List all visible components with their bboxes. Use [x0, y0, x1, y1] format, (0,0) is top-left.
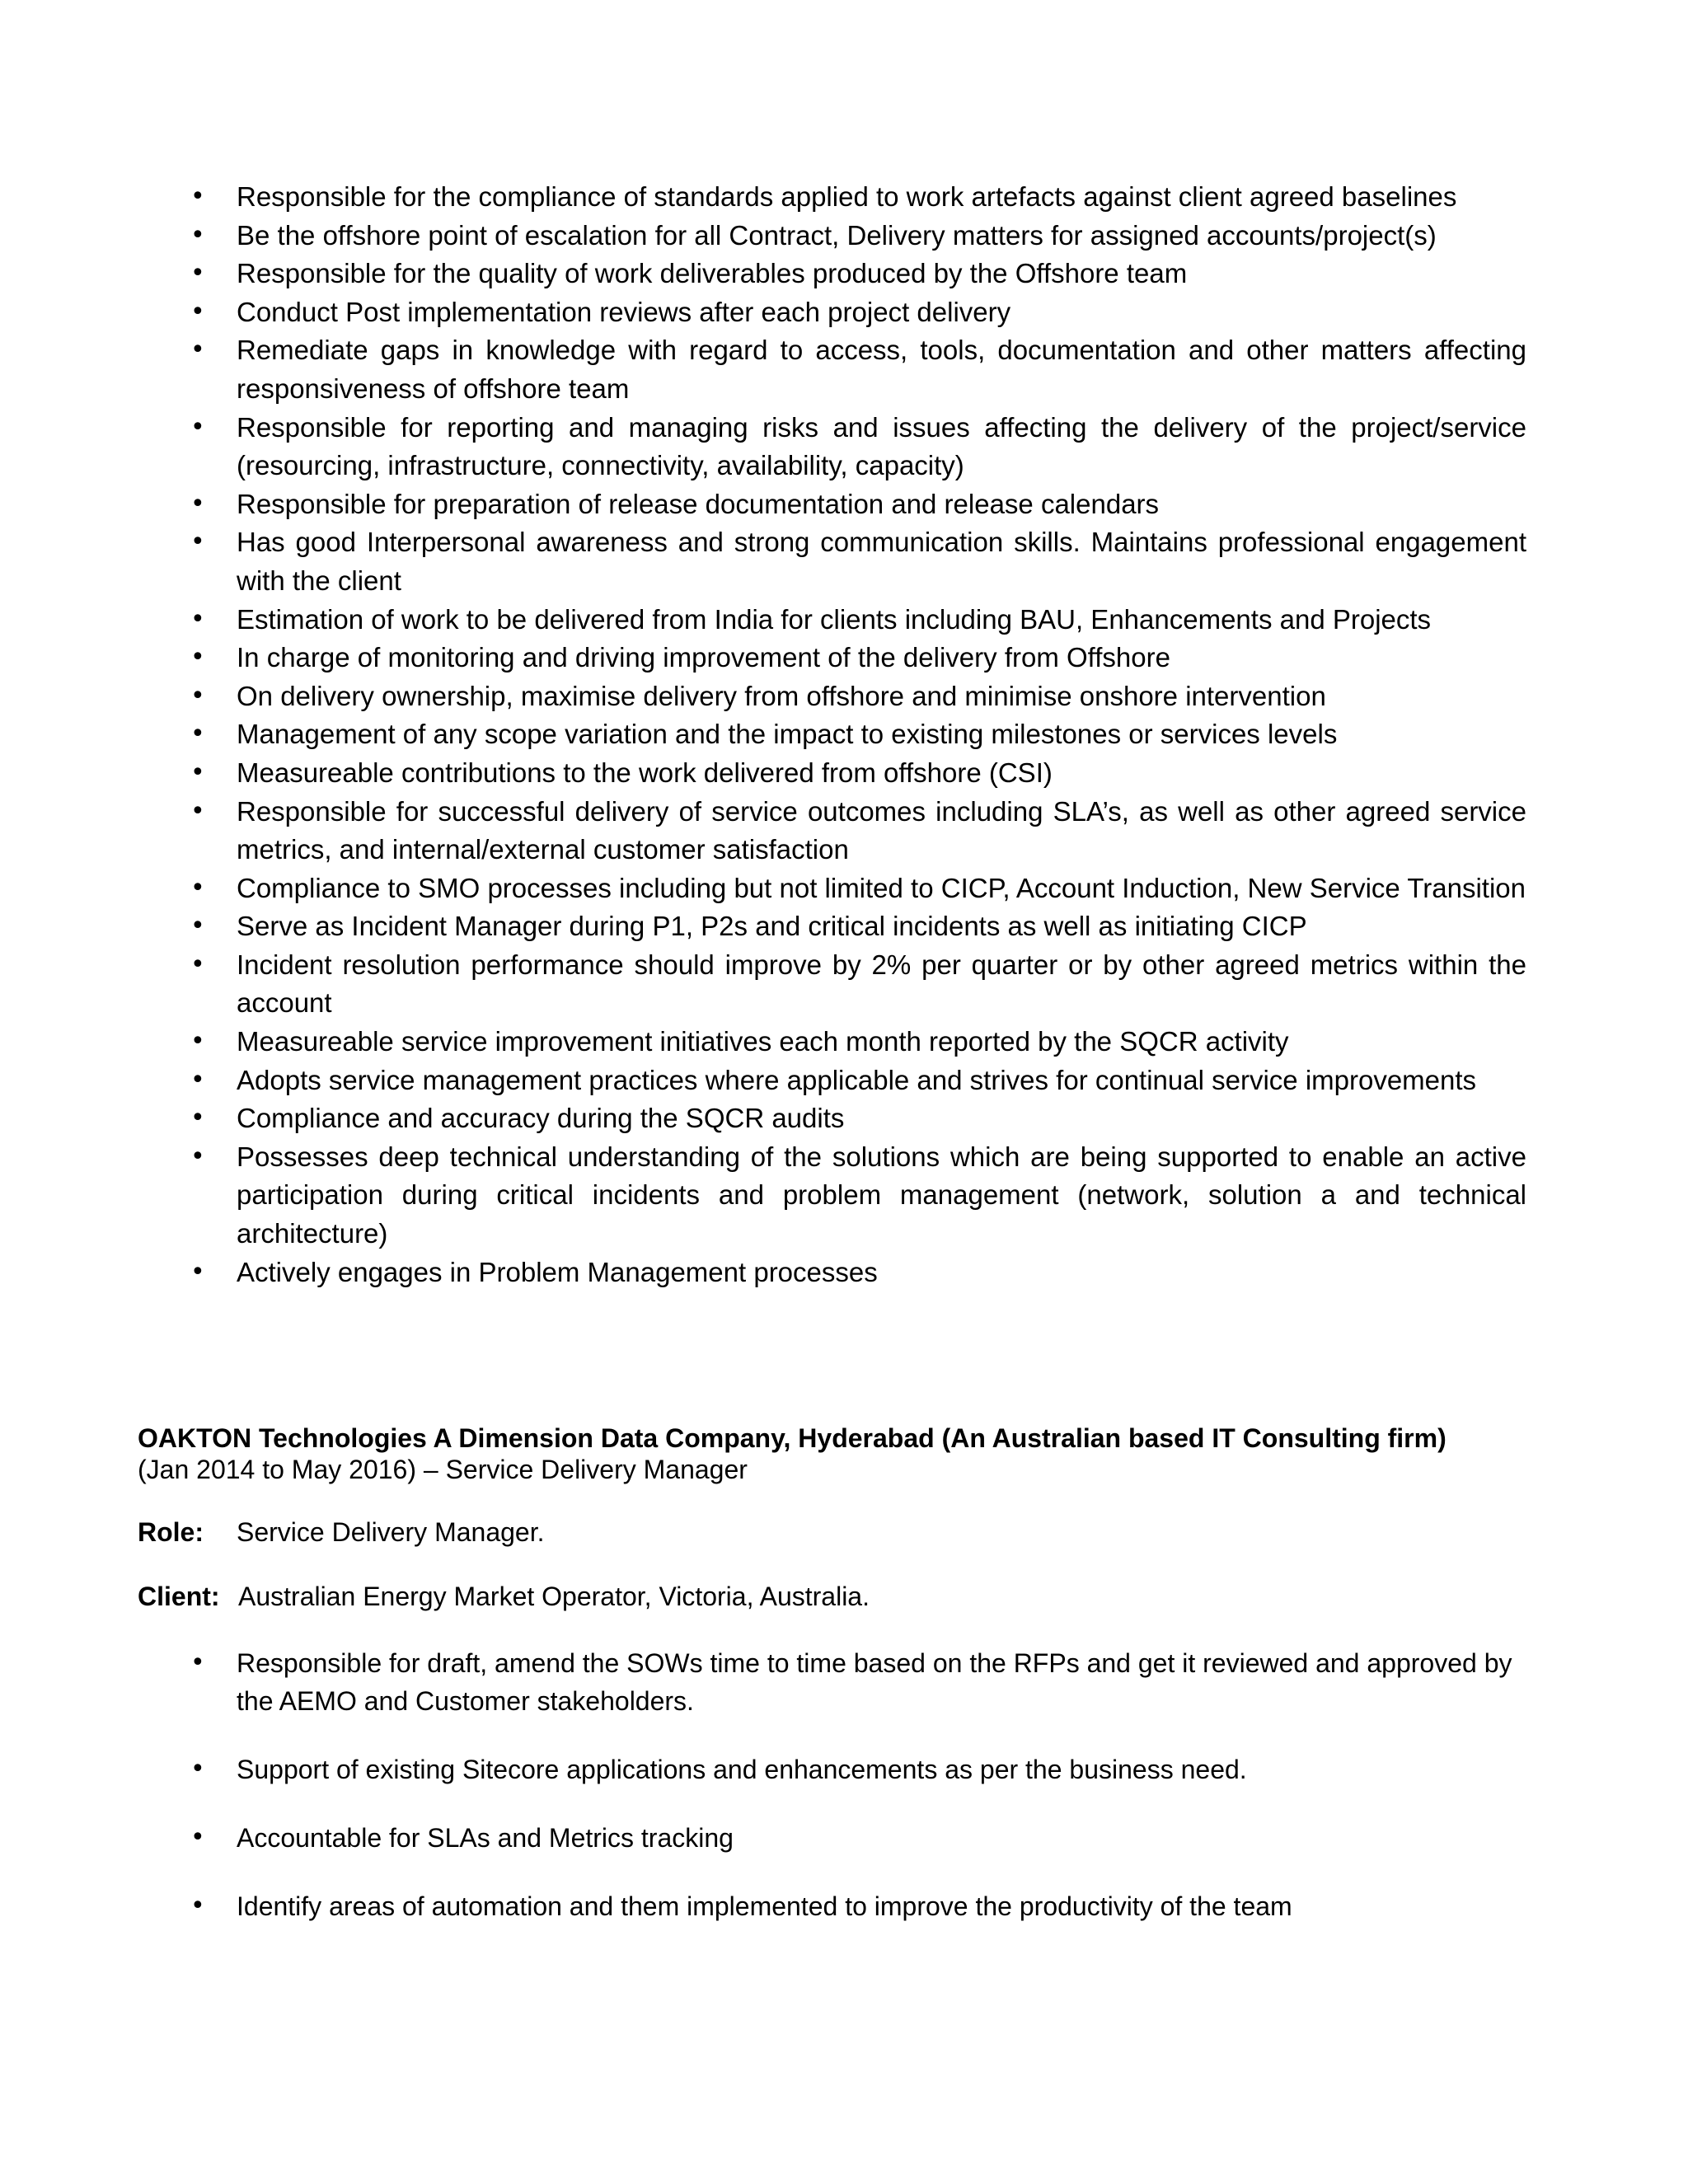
- bullet-icon: •: [190, 489, 205, 518]
- client-duties-list: [0, 1644, 1688, 1956]
- list-item-text: Measureable contributions to the work delivered from offshore (CSI): [237, 757, 1053, 788]
- list-item-text: Actively engages in Problem Management processes: [237, 1256, 878, 1287]
- list-item: [0, 1062, 1526, 1100]
- list-item-text: Has good Interpersonal awareness and strong communication skills. Maintains professional engagement with the client: [237, 527, 1526, 596]
- list-item: [0, 1819, 1526, 1857]
- bullet-icon: •: [190, 1065, 205, 1094]
- list-item: [0, 869, 1526, 908]
- bullet-icon: •: [190, 335, 205, 365]
- list-item-text: Incident resolution performance should improve by 2% per quarter or by other agreed metrics within the account: [237, 949, 1526, 1019]
- list-item-text: Conduct Post implementation reviews after each project delivery: [237, 296, 1011, 327]
- list-item: [0, 639, 1526, 677]
- list-item: [0, 754, 1526, 793]
- client-row: [138, 1581, 870, 1612]
- client-label: Client:: [138, 1582, 220, 1611]
- list-item: [0, 523, 1526, 600]
- list-item: [0, 178, 1526, 217]
- role-label: Role:: [138, 1517, 204, 1547]
- list-item-text: Estimation of work to be delivered from India for clients including BAU, Enhancements and Projects: [237, 603, 1432, 635]
- list-item-text: Accountable for SLAs and Metrics tracking: [237, 1823, 734, 1853]
- bullet-icon: •: [190, 873, 205, 902]
- list-item: [0, 793, 1526, 869]
- role-value: Service Delivery Manager.: [237, 1517, 545, 1547]
- company-heading: [138, 1422, 1572, 1485]
- list-item: [0, 409, 1526, 485]
- list-item: [0, 485, 1526, 524]
- bullet-icon: •: [190, 604, 205, 634]
- bullet-icon: •: [190, 412, 205, 442]
- list-item: [0, 1644, 1526, 1720]
- company-name: OAKTON Technologies A Dimension Data Company, Hyderabad (An Australian based IT Consulting firm): [138, 1423, 1447, 1453]
- list-item-text: Compliance to SMO processes including but not limited to CICP, Account Induction, New Service Transition: [237, 872, 1526, 903]
- list-item-text: Be the offshore point of escalation for all Contract, Delivery matters for assigned accounts/project(s): [237, 219, 1437, 251]
- bullet-icon: •: [190, 681, 205, 710]
- bullet-icon: •: [190, 527, 205, 557]
- list-item: [0, 907, 1526, 946]
- bullet-icon: •: [190, 912, 205, 941]
- bullet-icon: •: [190, 182, 205, 211]
- list-item-text: Responsible for successful delivery of service outcomes including SLA’s, as well as other agreed service metrics, and internal/external customer satisfaction: [237, 795, 1526, 865]
- list-item: [0, 293, 1526, 332]
- list-item: [0, 1750, 1526, 1788]
- list-item: [0, 601, 1526, 640]
- bullet-icon: •: [190, 297, 205, 326]
- bullet-icon: •: [190, 719, 205, 749]
- list-item-text: Responsible for the compliance of standards applied to work artefacts against client agreed baselines: [237, 181, 1457, 212]
- role-row: [138, 1516, 544, 1548]
- list-item: [0, 677, 1526, 716]
- bullet-icon: •: [190, 796, 205, 826]
- list-item-text: Possesses deep technical understanding of the solutions which are being supported to enable an active participation during critical incidents and problem management (network, solution a and technical architecture): [237, 1141, 1526, 1249]
- list-item-text: Remediate gaps in knowledge with regard to access, tools, documentation and other matters affecting responsiveness of offshore team: [237, 335, 1526, 404]
- bullet-icon: •: [190, 1104, 205, 1133]
- list-item-text: Adopts service management practices where applicable and strives for continual service improvements: [237, 1064, 1477, 1095]
- list-item-text: Measureable service improvement initiatives each month reported by the SQCR activity: [237, 1026, 1289, 1057]
- list-item-text: In charge of monitoring and driving improvement of the delivery from Offshore: [237, 642, 1170, 673]
- list-item: [0, 1023, 1526, 1062]
- list-item-text: On delivery ownership, maximise delivery from offshore and minimise onshore intervention: [237, 680, 1326, 711]
- list-item-text: Compliance and accuracy during the SQCR audits: [237, 1103, 845, 1134]
- list-item: [0, 946, 1526, 1023]
- list-item: [0, 331, 1526, 408]
- responsibilities-list: [0, 178, 1688, 1291]
- list-item: [0, 1887, 1526, 1925]
- bullet-icon: •: [190, 1257, 205, 1286]
- bullet-icon: •: [190, 1823, 205, 1852]
- list-item: [0, 255, 1526, 293]
- bullet-icon: •: [190, 1141, 205, 1171]
- list-item: [0, 1254, 1526, 1292]
- list-item-text: Identify areas of automation and them implemented to improve the productivity of the team: [237, 1891, 1292, 1921]
- list-item-text: Responsible for reporting and managing risks and issues affecting the delivery of the project/service (resourcing, infrastructure, connectivity, availability, capacity): [237, 411, 1526, 481]
- list-item: [0, 715, 1526, 754]
- list-item-text: Support of existing Sitecore applications and enhancements as per the business need.: [237, 1755, 1247, 1784]
- bullet-icon: •: [190, 259, 205, 288]
- list-item: [0, 1099, 1526, 1138]
- bullet-icon: •: [190, 757, 205, 787]
- list-item-text: Responsible for the quality of work deliverables produced by the Offshore team: [237, 258, 1188, 289]
- list-item-text: Responsible for draft, amend the SOWs time to time based on the RFPs and get it reviewed and approved by the AEMO and Customer stakeholders.: [237, 1648, 1512, 1716]
- list-item-text: Management of any scope variation and the impact to existing milestones or services levels: [237, 719, 1338, 750]
- bullet-icon: •: [190, 1891, 205, 1920]
- list-item-text: Responsible for preparation of release documentation and release calendars: [237, 488, 1160, 519]
- list-item-text: Serve as Incident Manager during P1, P2s and critical incidents as well as initiating CICP: [237, 911, 1307, 942]
- bullet-icon: •: [190, 949, 205, 979]
- employment-period: (Jan 2014 to May 2016) – Service Delivery Manager: [138, 1455, 748, 1484]
- client-value: Australian Energy Market Operator, Victoria, Australia.: [238, 1582, 870, 1611]
- bullet-icon: •: [190, 220, 205, 250]
- bullet-icon: •: [190, 1027, 205, 1057]
- bullet-icon: •: [190, 643, 205, 673]
- bullet-icon: •: [190, 1648, 205, 1677]
- list-item: [0, 1138, 1526, 1254]
- bullet-icon: •: [190, 1755, 205, 1783]
- list-item: [0, 217, 1526, 255]
